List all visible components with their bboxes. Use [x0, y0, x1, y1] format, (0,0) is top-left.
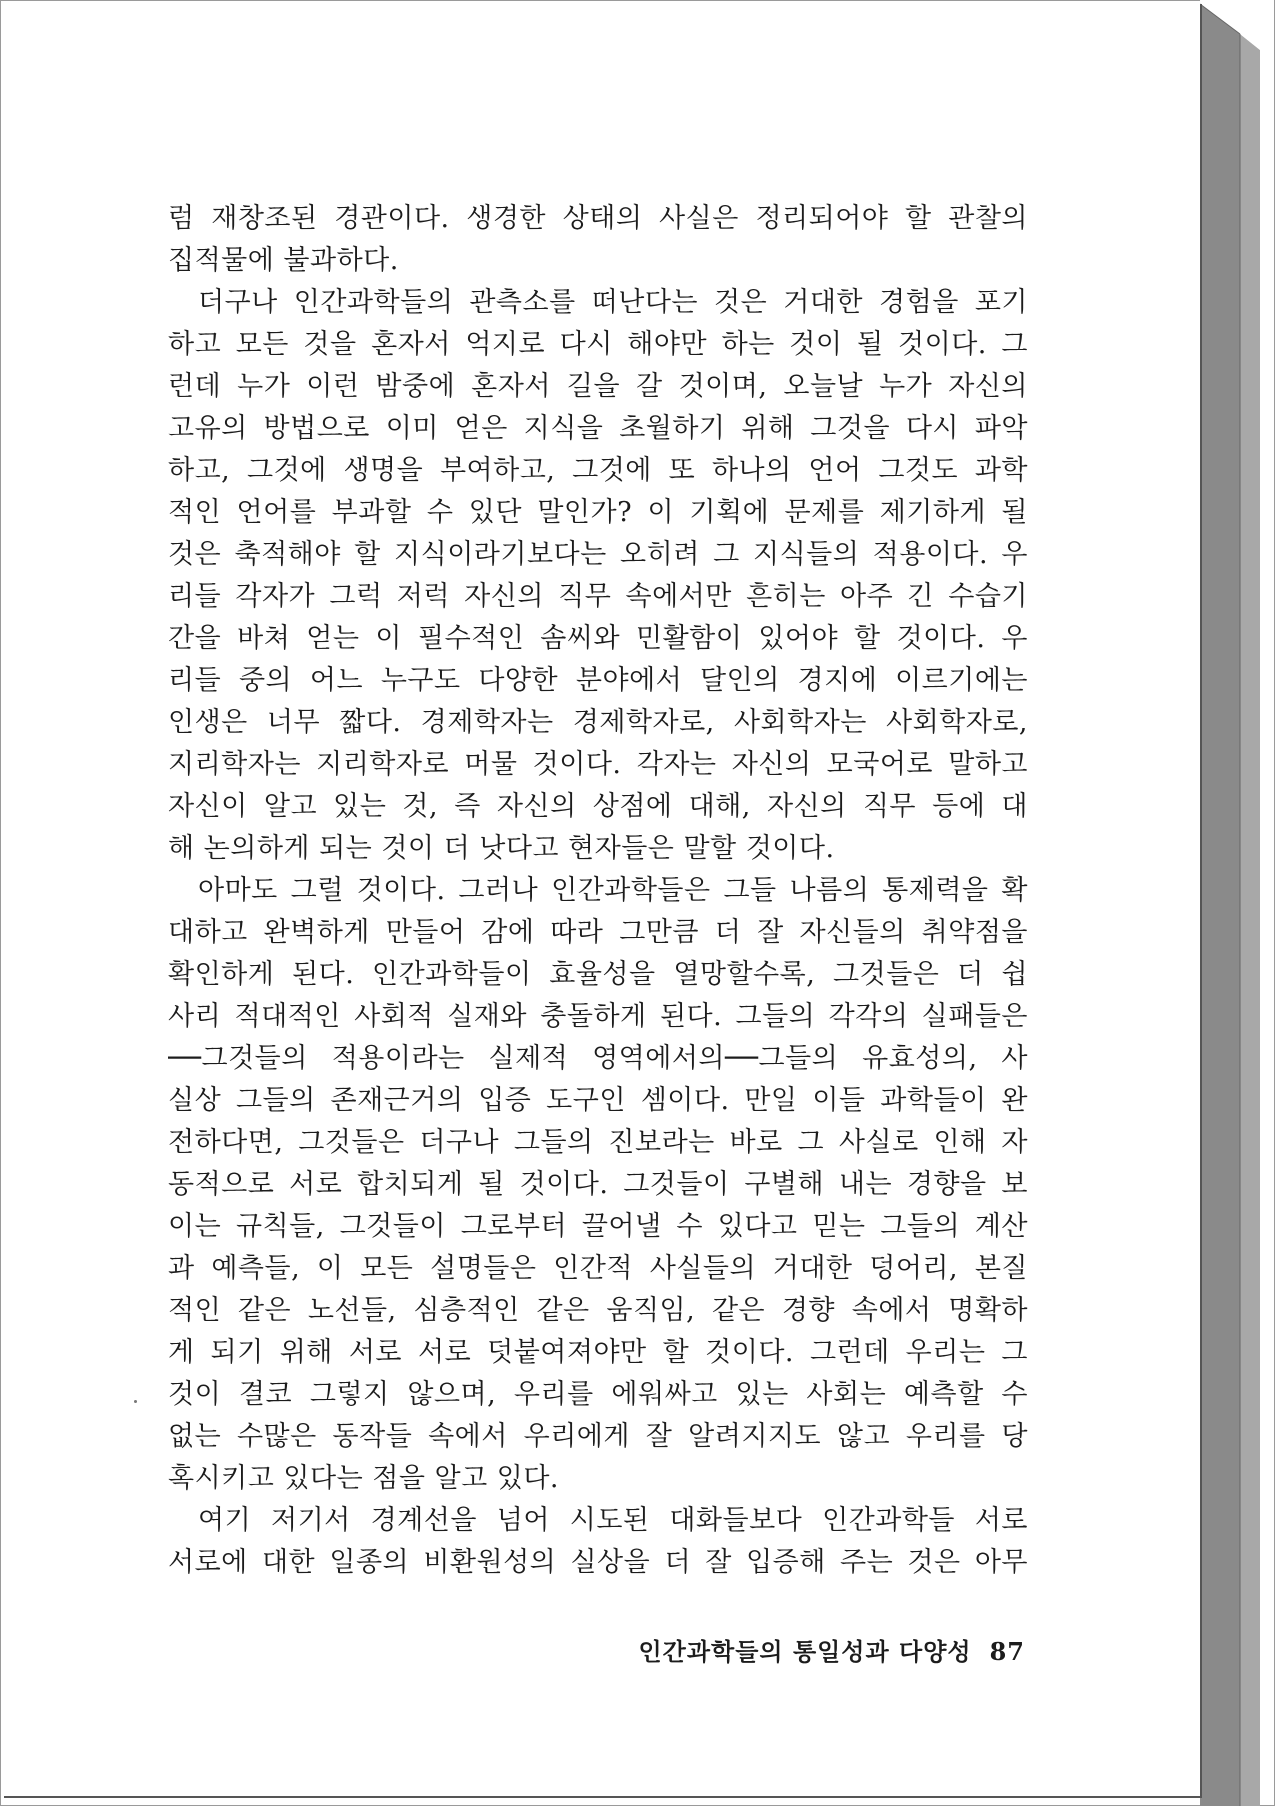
- text-line: 이는 규칙들, 그것들이 그로부터 끌어낼 수 있다고 믿는 그들의 계산: [168, 1211, 1028, 1242]
- text-line: ──그것들의 적용이라는 실제적 영역에서의──그들의 유효성의, 사: [168, 1043, 1028, 1074]
- text-line: 적인 같은 노선들, 심층적인 같은 움직임, 같은 경향 속에서 명확하: [168, 1295, 1028, 1326]
- running-title: 인간과학들의 통일성과 다양성: [638, 1638, 972, 1666]
- text-line: 적인 언어를 부과할 수 있단 말인가? 이 기획에 문제를 제기하게 될: [168, 497, 1028, 528]
- text-line: 자신이 알고 있는 것, 즉 자신의 상점에 대해, 자신의 직무 등에 대: [168, 791, 1028, 822]
- page-number: 87: [989, 1637, 1025, 1666]
- text-line: 아마도 그럴 것이다. 그러나 인간과학들은 그들 나름의 통제력을 확: [198, 875, 1028, 906]
- text-line: 간을 바쳐 얻는 이 필수적인 솜씨와 민활함이 있어야 할 것이다. 우: [168, 623, 1028, 654]
- text-line: 실상 그들의 존재근거의 입증 도구인 셈이다. 만일 이들 과학들이 완: [168, 1085, 1028, 1116]
- text-line: 게 되기 위해 서로 서로 덧붙여져야만 할 것이다. 그런데 우리는 그: [168, 1337, 1028, 1368]
- text-line: 혹시키고 있다는 점을 알고 있다.: [168, 1463, 559, 1494]
- stray-mark: [134, 1400, 137, 1403]
- text-line: 리들 각자가 그럭 저럭 자신의 직무 속에서만 흔히는 아주 긴 수습기: [168, 581, 1028, 612]
- text-line: 하고, 그것에 생명을 부여하고, 그것에 또 하나의 언어 그것도 과학: [168, 455, 1028, 486]
- text-line: 확인하게 된다. 인간과학들이 효율성을 열망할수록, 그것들은 더 쉽: [168, 959, 1028, 990]
- running-footer: [638, 1632, 1025, 1667]
- text-line: 서로에 대한 일종의 비환원성의 실상을 더 잘 입증해 주는 것은 아무: [168, 1547, 1028, 1578]
- body-text: [168, 198, 1028, 1584]
- text-line: 것이 결코 그렇지 않으며, 우리를 에워싸고 있는 사회는 예측할 수: [168, 1379, 1028, 1410]
- text-line: 해 논의하게 되는 것이 더 낫다고 현자들은 말할 것이다.: [168, 833, 835, 864]
- text-line: 것은 축적해야 할 지식이라기보다는 오히려 그 지식들의 적용이다. 우: [168, 539, 1028, 570]
- text-line: 대하고 완벽하게 만들어 감에 따라 그만큼 더 잘 자신들의 취약점을: [168, 917, 1028, 948]
- text-line: 사리 적대적인 사회적 실재와 충돌하게 된다. 그들의 각각의 실패들은: [168, 1001, 1028, 1032]
- text-line: 과 예측들, 이 모든 설명들은 인간적 사실들의 거대한 덩어리, 본질: [168, 1253, 1028, 1284]
- text-line: 고유의 방법으로 이미 얻은 지식을 초월하기 위해 그것을 다시 파악: [168, 413, 1028, 444]
- text-line: 지리학자는 지리학자로 머물 것이다. 각자는 자신의 모국어로 말하고: [168, 749, 1028, 780]
- page-edge-shadow: [1200, 0, 1275, 1806]
- text-line: 럼 재창조된 경관이다. 생경한 상태의 사실은 정리되어야 할 관찰의: [168, 203, 1028, 234]
- text-line: 전하다면, 그것들은 더구나 그들의 진보라는 바로 그 사실로 인해 자: [168, 1127, 1028, 1158]
- text-line: 리들 중의 어느 누구도 다양한 분야에서 달인의 경지에 이르기에는: [168, 665, 1028, 696]
- text-line: 하고 모든 것을 혼자서 억지로 다시 해야만 하는 것이 될 것이다. 그: [168, 329, 1028, 360]
- text-line: 동적으로 서로 합치되게 될 것이다. 그것들이 구별해 내는 경향을 보: [168, 1169, 1028, 1200]
- text-line: 집적물에 불과하다.: [168, 245, 399, 276]
- text-line: 없는 수많은 동작들 속에서 우리에게 잘 알려지지도 않고 우리를 당: [168, 1421, 1028, 1452]
- text-line: 더구나 인간과학들의 관측소를 떠난다는 것은 거대한 경험을 포기: [198, 287, 1028, 318]
- text-line: 여기 저기서 경계선을 넘어 시도된 대화들보다 인간과학들 서로: [198, 1505, 1028, 1536]
- text-line: 인생은 너무 짧다. 경제학자는 경제학자로, 사회학자는 사회학자로,: [168, 707, 1028, 738]
- text-line: 런데 누가 이런 밤중에 혼자서 길을 갈 것이며, 오늘날 누가 자신의: [168, 371, 1028, 402]
